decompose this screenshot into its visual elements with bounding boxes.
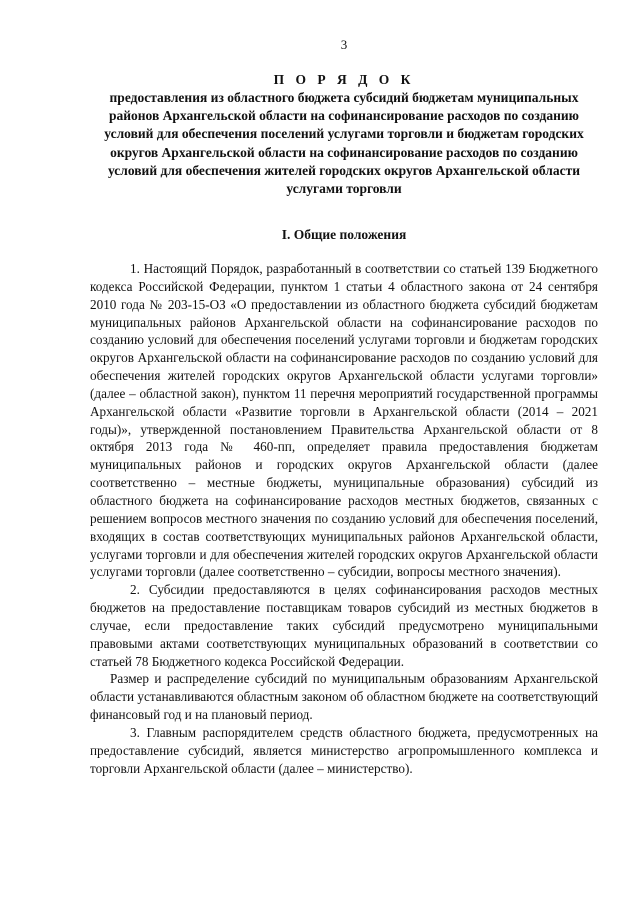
document-title: П О Р Я Д О К <box>273 72 415 87</box>
page-number: 3 <box>340 37 348 52</box>
paragraph-1: 1. Настоящий Порядок, разработанный в соответствии со статьей 139 Бюджетного кодекса Российской Федерации, пунктом 1 статьи 4 областного закона от 24 сентября 2010 года № 203-15-ОЗ «О предоставлении из областного бюджета субсидий бюджетам муниципальных районов Архангельской области на софинансирование расходов по созданию условий для обеспечения поселений услугами торговли и бюджетам городских округов Архангельской области на софинансирование расходов по созданию условий для обеспечения жителей городских округов Архангельской области услугами торговли» (далее – областной закон), пунктом 11 перечня мероприятий государственной программы Архангельской области «Развитие торговли в Архангельской области (2014 – 2021 годы)», утвержденной постановлением Правительства Архангельской области от 8 октября 2013 года № 460-пп, определяет правила предоставления бюджетам муниципальных районов и городских округов Архангельской области (далее соответственно – местные бюджеты, муниципальные образования) субсидий из областного бюджета на софинансирование расходов местных бюджетов, связанных с решением вопросов местного значения по созданию условий для обеспечения поселений, входящих в состав соответствующих муниципальных районов Архангельской области, услугами торговли и для обеспечения жителей городских округов Архангельской области услугами торговли (далее соответственно – субсидии, вопросы местного значения). <box>90 261 598 580</box>
document-subtitle: предоставления из областного бюджета субсидий бюджетам муниципальных районов Архангельской области на софинансирование расходов по созданию условий для обеспечения поселений услугами торговли и бюджетам городских округов Архангельской области на софинансирование расходов по созданию условий для обеспечения жителей городских округов Архангельской области услугами торговли <box>104 90 584 197</box>
document-page <box>90 0 598 905</box>
document-body <box>90 260 598 777</box>
paragraph-2: 2. Субсидии предоставляются в целях софинансирования расходов местных бюджетов на предоставление поставщикам товаров субсидий из местных бюджетов в случае, если предоставление таких субсидий предусмотрено муниципальными правовыми актами соответствующих муниципальных образований в соответствии со статьей 78 Бюджетного кодекса Российской Федерации. <box>90 582 598 669</box>
section-heading: I. Общие положения <box>281 227 407 242</box>
paragraph-3: Размер и распределение субсидий по муниципальным образованиям Архангельской области устанавливаются областным законом об областном бюджете на соответствующий финансовый год и на плановый период. <box>90 671 598 723</box>
paragraph-4: 3. Главным распорядителем средств областного бюджета, предусмотренных на предоставление субсидий, является министерство агропромышленного комплекса и торговли Архангельской области (далее – министерство). <box>90 724 598 776</box>
